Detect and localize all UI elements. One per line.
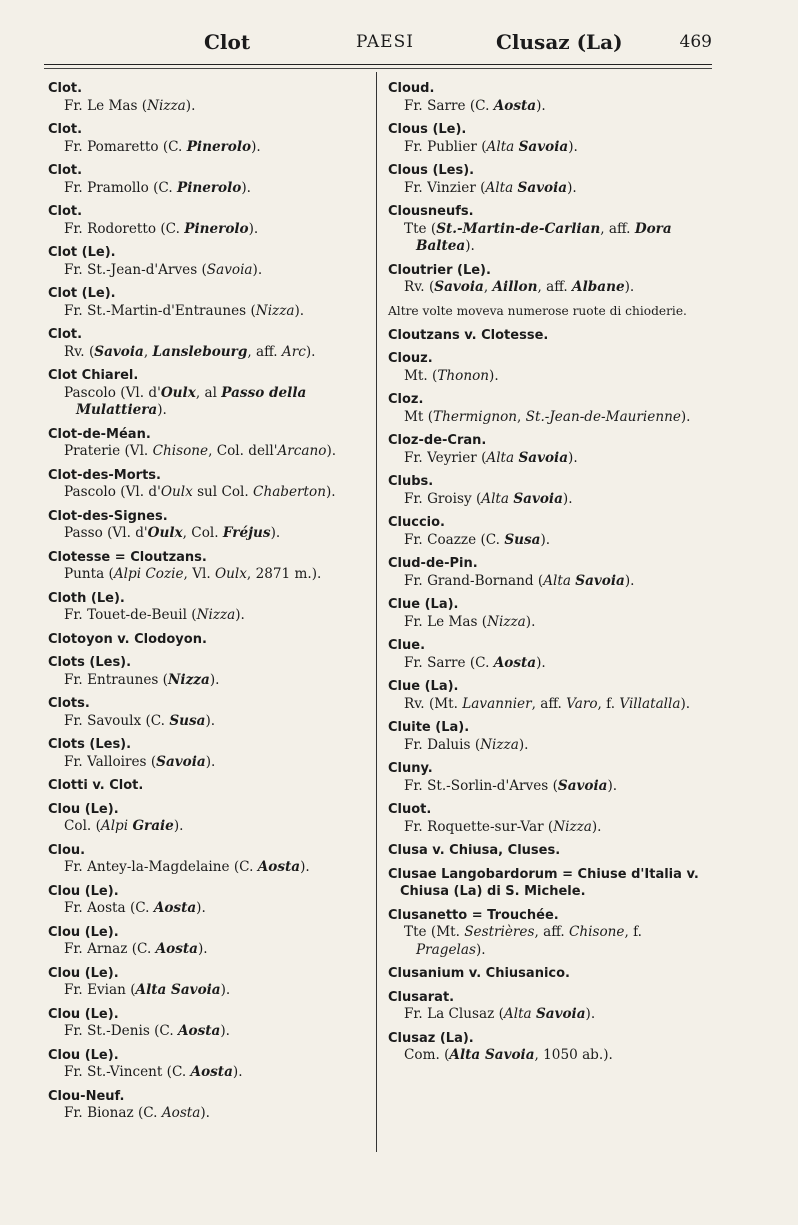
dictionary-entry [48,1088,368,1123]
entry-headword: Clusae Langobardorum = Chiuse d'Italia v. Chiusa (La) di S. Michele. [388,866,699,899]
left-column [48,80,368,1129]
dictionary-entry [48,326,368,361]
dictionary-entry [48,162,368,197]
entry-headword: Clusaz (La). [388,1030,474,1046]
entry-definition: Tte (Mt. Sestrières, aff. Chisone, f. Pragelas). [404,924,642,958]
running-head-center: PAESI [356,32,414,52]
entry-headword: Clou (Le). [48,1006,119,1022]
entry-headword: Cloutzans v. Clotesse. [388,327,549,343]
entry-definition: Fr. St.-Sorlin-d'Arves (Savoia). [404,777,618,794]
entry-definition: Fr. Le Mas (Nizza). [404,613,536,630]
entry-headword: Clot. [48,327,83,342]
entry-headword: Clot. [48,122,83,137]
entry-definition: Pascolo (Vl. d'Oulx, al Passo della Mulattiera). [64,384,307,418]
entry-definition: Col. (Alpi Graie). [64,818,184,834]
dictionary-entry [48,121,368,156]
dictionary-entry [48,426,368,461]
dictionary-entry [388,760,708,795]
dictionary-entry [48,631,368,649]
dictionary-entry [48,1006,368,1041]
dictionary-entry [48,736,368,771]
entry-headword: Clot (Le). [48,245,116,260]
dictionary-entry [48,244,368,279]
dictionary-entry [388,514,708,549]
entry-headword: Clot. [48,163,83,178]
dictionary-entry [388,473,708,508]
dictionary-entry [48,1047,368,1082]
entry-definition: Tte (St.-Martin-de-Carlian, aff. Dora Baltea). [404,220,672,254]
entry-definition: Fr. Valloires (Savoia). [64,753,216,770]
entry-definition: Fr. St.-Denis (C. Aosta). [64,1023,230,1039]
entry-headword: Clotoyon v. Clodoyon. [48,631,207,647]
entry-definition: Fr. Entraunes (Nizza). [64,671,220,688]
dictionary-entry [48,203,368,238]
entry-headword: Clot-des-Morts. [48,467,161,483]
entry-definition: Fr. Coazze (C. Susa). [404,531,551,548]
entry-headword: Clots (Les). [48,737,132,752]
entry-headword: Cloud. [388,81,435,96]
dictionary-entry [48,695,368,730]
entry-definition: Passo (Vl. d'Oulx, Col. Fréjus). [64,525,281,541]
entry-headword: Clubs. [388,474,434,489]
entry-definition: Fr. Savoulx (C. Susa). [64,712,216,729]
entry-headword: Clot. [48,204,83,219]
entry-definition: Praterie (Vl. Chisone, Col. dell'Arcano). [64,443,337,459]
entry-definition: Punta (Alpi Cozie, Vl. Oulx, 2871 m.). [64,566,322,582]
dictionary-entry [48,654,368,689]
dictionary-entry [388,1030,708,1065]
dictionary-entry [48,80,368,115]
entry-headword: Clousneufs. [388,204,474,219]
running-head-right: Clusaz (La) [496,30,623,54]
entry-headword: Cloz. [388,392,424,407]
dictionary-entry [48,883,368,918]
entry-headword: Clue (La). [388,679,459,694]
dictionary-entry [388,842,708,860]
entry-definition: Fr. St.-Vincent (C. Aosta). [64,1064,243,1080]
entry-headword: Clot. [48,81,83,96]
entry-definition: Rv. (Savoia, Aillon, aff. Albane). [404,279,635,295]
dictionary-entry [388,121,708,156]
dictionary-entry [48,801,368,836]
dictionary-entry [48,467,368,502]
entry-definition: Fr. Veyrier (Alta Savoia). [404,449,578,466]
entry-definition: Fr. Publier (Alta Savoia). [404,138,578,155]
dictionary-entry [388,350,708,385]
right-column [388,80,708,1071]
dictionary-entry [388,596,708,631]
entry-headword: Clots (Les). [48,655,132,670]
entry-headword: Cluot. [388,802,432,817]
entry-definition: Fr. Rodoretto (C. Pinerolo). [64,220,259,237]
dictionary-entry [388,907,708,960]
dictionary-entry [388,303,708,319]
column-divider [376,72,377,1152]
entry-definition: Rv. (Mt. Lavannier, aff. Varo, f. Villatalla). [404,695,691,712]
header-rule [44,64,712,65]
entry-definition: Fr. St.-Jean-d'Arves (Savoia). [64,261,263,278]
dictionary-entry [388,719,708,754]
entry-headword: Clou (Le). [48,801,119,817]
entry-definition: Fr. Bionaz (C. Aosta). [64,1105,210,1121]
dictionary-entry [48,508,368,543]
entry-headword: Clou. [48,842,86,858]
page-header [44,30,712,60]
page-number: 469 [679,32,712,52]
entry-definition: Pascolo (Vl. d'Oulx sul Col. Chaberton). [64,484,336,500]
dictionary-entry [48,285,368,320]
dictionary-entry [388,637,708,672]
entry-definition: Fr. Daluis (Nizza). [404,736,529,753]
entry-headword: Clue (La). [388,597,459,612]
dictionary-entry [388,327,708,345]
entry-headword: Clot-de-Méan. [48,426,151,442]
entry-definition: Fr. Evian (Alta Savoia). [64,982,231,998]
entry-definition: Rv. (Savoia, Lanslebourg, aff. Arc). [64,343,316,360]
entry-definition: Fr. Pomaretto (C. Pinerolo). [64,138,261,155]
entry-headword: Clusa v. Chiusa, Cluses. [388,843,561,858]
dictionary-entry [48,777,368,795]
entry-headword: Clotesse = Cloutzans. [48,549,207,565]
entry-headword: Clusanetto = Trouchée. [388,907,559,923]
dictionary-entry [48,590,368,625]
entry-headword: Clouz. [388,351,433,366]
entry-headword: Cloutrier (Le). [388,262,491,278]
entry-headword: Clou (Le). [48,965,119,981]
entry-headword: Clous (Le). [388,122,467,137]
dictionary-entry [388,866,708,901]
entry-definition: Fr. Arnaz (C. Aosta). [64,941,208,957]
entry-headword: Clusarat. [388,989,455,1005]
running-head-left: Clot [204,30,251,54]
dictionary-entry [388,162,708,197]
dictionary-entry [48,924,368,959]
dictionary-entry [388,678,708,713]
entry-headword: Clou (Le). [48,1047,119,1063]
entry-note: Altre volte moveva numerose ruote di chioderie. [388,303,687,318]
entry-headword: Clou-Neuf. [48,1088,125,1104]
entry-headword: Clusanium v. Chiusanico. [388,966,570,981]
entry-headword: Clud-de-Pin. [388,556,478,571]
entry-headword: Cloz-de-Cran. [388,433,487,448]
entry-headword: Clot-des-Signes. [48,508,168,524]
entry-headword: Clue. [388,638,426,653]
entry-headword: Cloth (Le). [48,590,125,606]
header-rule-thin [44,68,712,69]
entry-definition: Fr. St.-Martin-d'Entraunes (Nizza). [64,302,305,319]
dictionary-entry [388,80,708,115]
entry-definition: Fr. Aosta (C. Aosta). [64,900,206,916]
dictionary-entry [388,432,708,467]
entry-headword: Clots. [48,696,90,711]
entry-definition: Fr. Sarre (C. Aosta). [404,654,546,671]
dictionary-entry [48,842,368,877]
dictionary-entry [388,555,708,590]
dictionary-entry [388,801,708,836]
entry-headword: Clot (Le). [48,286,116,301]
entry-headword: Cluny. [388,761,433,776]
entry-headword: Clotti v. Clot. [48,778,144,793]
entry-definition: Fr. Groisy (Alta Savoia). [404,490,573,507]
entry-definition: Fr. La Clusaz (Alta Savoia). [404,1006,596,1022]
dictionary-entry [388,391,708,426]
entry-definition: Fr. Grand-Bornand (Alta Savoia). [404,572,635,589]
entry-definition: Mt (Thermignon, St.-Jean-de-Maurienne). [404,408,691,425]
dictionary-entry [48,965,368,1000]
entry-definition: Fr. Antey-la-Magdelaine (C. Aosta). [64,859,310,875]
dictionary-entry [388,989,708,1024]
entry-headword: Clou (Le). [48,883,119,899]
entry-definition: Fr. Touet-de-Beuil (Nizza). [64,607,245,623]
entry-headword: Clous (Les). [388,163,475,178]
dictionary-entry [388,262,708,297]
entry-headword: Clot Chiarel. [48,368,139,383]
entry-headword: Cluite (La). [388,720,470,735]
entry-definition: Fr. Le Mas (Nizza). [64,97,196,114]
dictionary-entry [388,203,708,256]
entry-headword: Cluccio. [388,515,445,530]
entry-definition: Mt. (Thonon). [404,367,499,384]
entry-definition: Com. (Alta Savoia, 1050 ab.). [404,1047,613,1063]
entry-definition: Fr. Vinzier (Alta Savoia). [404,179,577,196]
entry-definition: Fr. Roquette-sur-Var (Nizza). [404,818,602,835]
entry-headword: Clou (Le). [48,924,119,940]
entry-definition: Fr. Pramollo (C. Pinerolo). [64,179,251,196]
dictionary-entry [48,367,368,420]
entry-definition: Fr. Sarre (C. Aosta). [404,97,546,114]
dictionary-entry [388,965,708,983]
dictionary-entry [48,549,368,584]
